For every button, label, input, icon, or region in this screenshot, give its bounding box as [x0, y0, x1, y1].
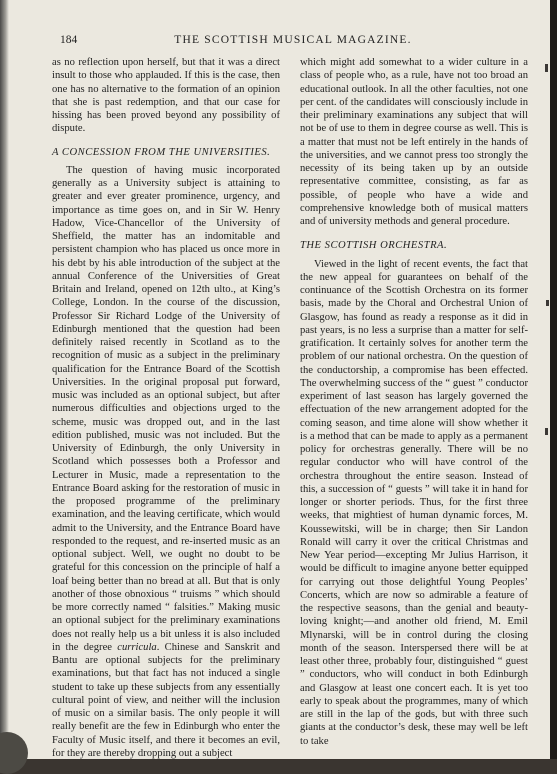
margin-mark: [545, 64, 548, 72]
margin-mark: [546, 300, 549, 306]
orchestra-paragraph: Viewed in the light of recent events, the fact that the new appeal for guarantees on behalf of the continuance of the Scottish Orchestra on its former basis, made by the Choral and Orchestral Union of Glasgow, has found as ready a response as it did in past years, is no less a surprise than a matter for self-gratification. It certainly solves for another term the problem of our national orchestra. On the question of the conductorship, a compromise has been effected. The overwhelming success of the “ guest ” conductor experiment of last season has largely governed the effectuation of the new arrangement adopted for the coming season, and time alone will show whether it is a method that can be made to apply as a permanent policy for orchestras generally. There will be no regular conductor who will have control of the orchestra throughout the entire season. Instead of this, a succession of “ guests ” will take it in hand for longer or shorter periods. Thus, for the first three weeks, that mightiest of human dynamic forces, M. Koussewitski, will be in charge; then Sir Landon Ronald will carry it over the critical Christmas and New Year period—excepting Mr Julius Harrison, it would be difficult to imagine anyone better equipped for carrying out those delightful Young Peoples’ Concerts, which are now so admirable a feature of the respective seasons, than the genial and beauty-loving knight;—and another old friend, M. Emil Mlynarski, will be in control during the closing month of the season. Interspersed there will be at least other three, probably four, distinguished “ guest ” conductors, who will conduct in both Edinburgh and Glasgow at least one concert each. It is yet too early to speak about the programmes, many of which are still in the lap of the gods, but with three such giants at the conductor’s desk, these may well be left to take: [300, 258, 528, 747]
continuation-paragraph: which might add somewhat to a wider culture in a class of people who, as a rule, have not too broad an educational outlook. In all the other faculties, not one per cent. of the candidates will consciously include in their preliminary examinations any subject that will not be of use to them in degree course as well. This is a matter that must not be left entirely in the hands of the universities, and we cannot press too strongly the necessity of its being taken up by an outside representative committee, consisting, as far as possible, of people who have a wide and comprehensive knowledge both of musical matters and of university methods and general procedure.: [300, 57, 528, 227]
universities-text-part2: . Chinese and Sanskrit and Bantu are optional subjects for the preliminary examinations, but that fact has not induced a single student to take up these subjects from any essentially cultural point of view, and neither will the inclusion of music on a similar basis. The only people it will really benefit are the few in Edinburgh who enter the Faculty of Music itself, and there it becomes an evil, for they are thereby dropping out a subject: [52, 641, 280, 759]
margin-mark: [545, 428, 548, 435]
universities-paragraph: [52, 164, 280, 759]
page-number: 184: [60, 34, 78, 46]
universities-text-part1: The question of having music incorporated generally as a University subject is attaining to greater and ever greater prominence, urgency, and importance as time goes on, and in Sir W. Henry Hadow, Vice-Chancellor of the University of Sheffield, the matter has an indomitable and persistent champion who has placed us once more in his debt by his able introduction of the subject at the annual Conference of the Universities of Great Britain and Ireland, opened on 12th ulto., at King’s College, London. In the course of the discussion, Professor Sir Richard Lodge of the University of Edinburgh mentioned that the question had been definitely raised recently in Scotland as to the recognition of music as a subject in the preliminary qualification for the Entrance Board of the Scottish Universities. In the original proposal put forward, music was included as an optional subject, but after numerous difficulties and objections urged to the scheme, music was dropped out, and in the last edition published, music was not included. But the University of Edinburgh, the only University in Scotland which possesses both a Professor and Lecturer in Music, made a representation to the Entrance Board asking for the restoration of music in the proposed programme of the preliminary examination, and the leaving certificate, which would admit to the University, and the Entrance Board have responded to the request, and re-inserted music as an optional subject. Well, we ought no doubt to be grateful for this concession on the principle of half a loaf being better than no bread at all. But that is only another of those obnoxious “ truisms ” which should be more correctly named “ falsities.” Making music an optional subject for the preliminary examinations does not really help us a bit unless it is also included in the degree: [52, 164, 280, 653]
left-column: [52, 56, 280, 759]
page-right-edge: [550, 0, 557, 759]
journal-title: THE SCOTTISH MUSICAL MAGAZINE.: [174, 34, 412, 46]
intro-paragraph: as no reflection upon herself, but that it was a direct insult to those who applauded. If this is the case, then one has no alternative to the formation of an opinion that she is past redemption, and that our case for hissing has been proved beyond any possibility of dispute.: [52, 57, 280, 135]
right-column: [300, 56, 528, 748]
section-heading-orchestra: THE SCOTTISH ORCHESTRA.: [300, 240, 448, 252]
italic-term: curricula: [117, 641, 157, 653]
page-gutter-shadow: [0, 0, 9, 759]
section-heading-universities: A CONCESSION FROM THE UNIVERSITIES.: [52, 146, 271, 158]
